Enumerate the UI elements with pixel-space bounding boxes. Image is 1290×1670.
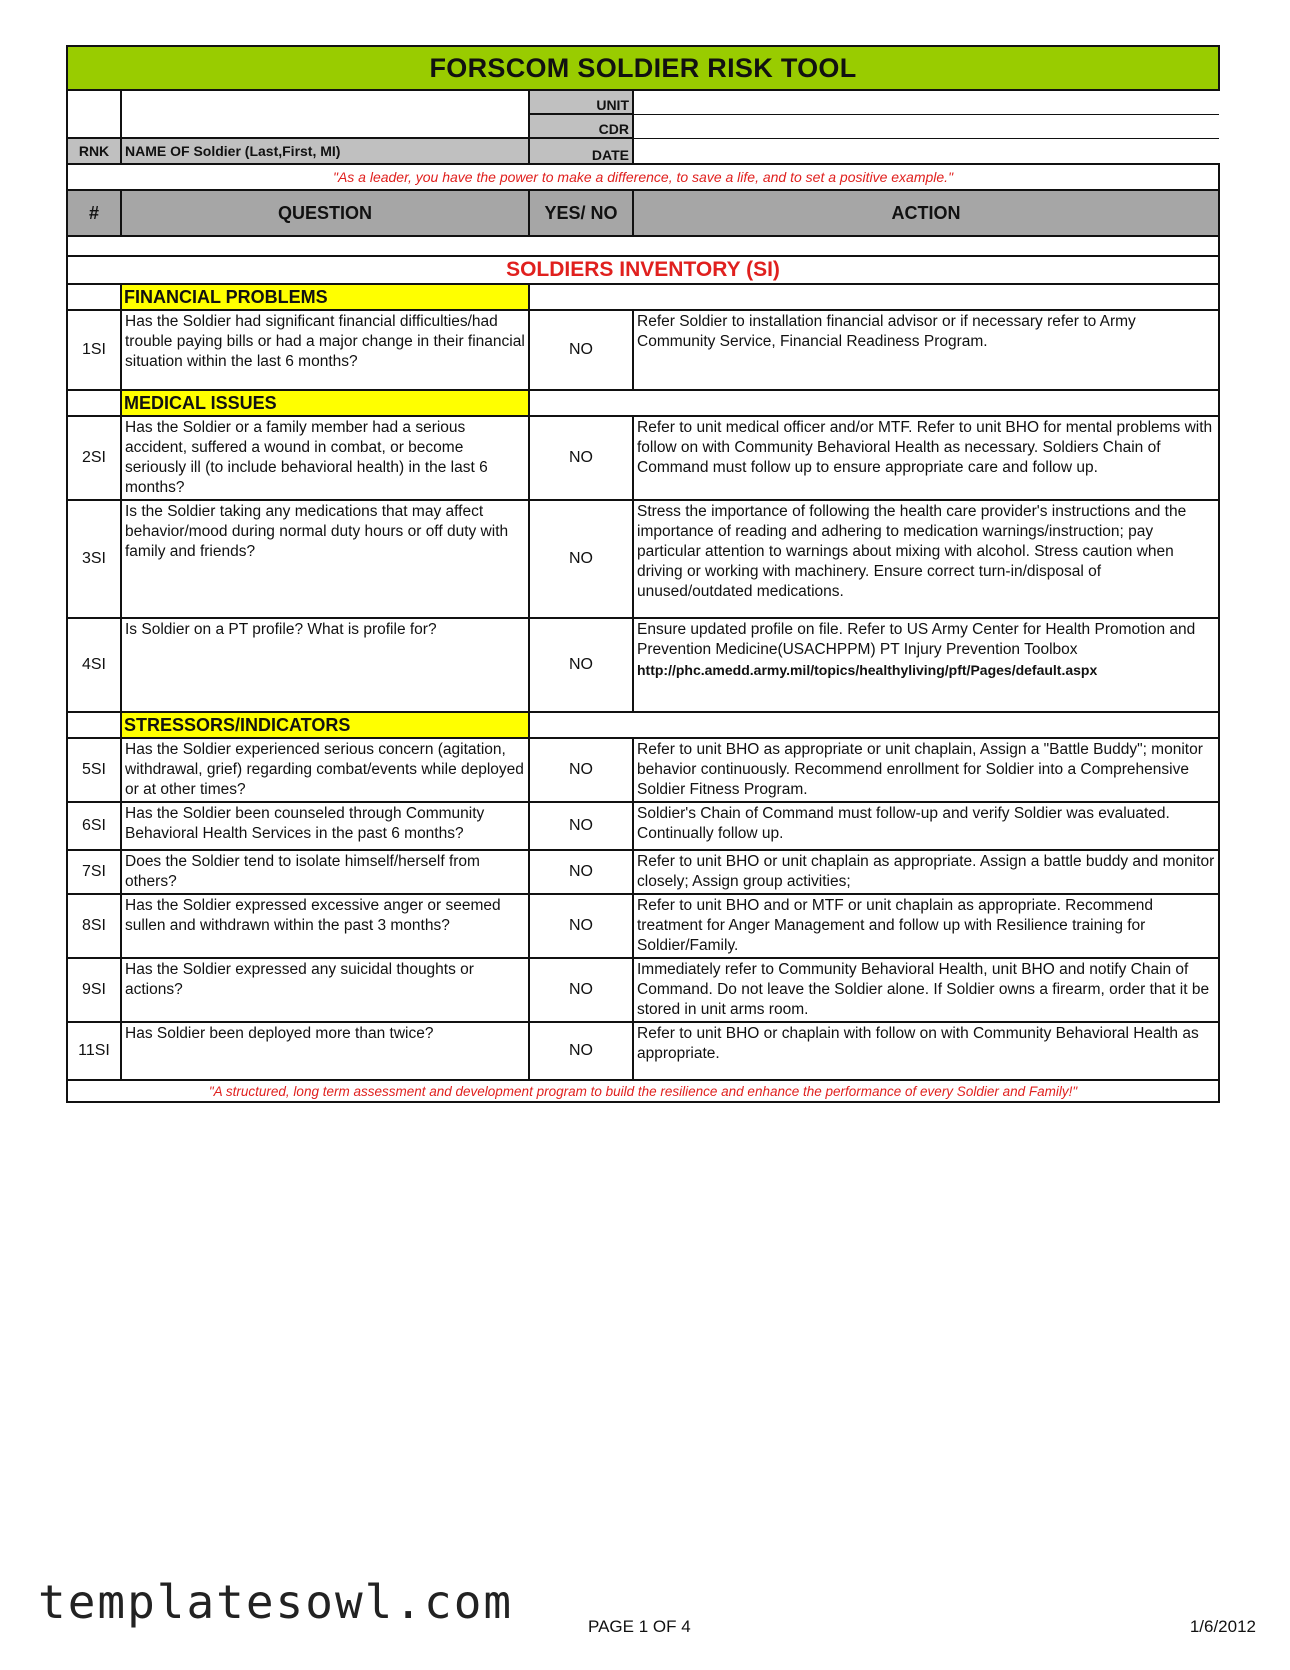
answer-cell[interactable]: NO	[529, 802, 633, 850]
risk-tool-sheet	[66, 45, 1218, 1103]
date-field[interactable]	[633, 138, 1219, 164]
leader-quote: "As a leader, you have the power to make a difference, to save a life, and to set a positive example."	[67, 164, 1219, 190]
question-text: Has Soldier been deployed more than twice?	[121, 1022, 529, 1080]
action-text: Refer to unit BHO or unit chaplain as appropriate. Assign a battle buddy and monitor closely; Assign group activities;	[633, 850, 1219, 894]
question-text: Is Soldier on a PT profile? What is profile for?	[121, 618, 529, 712]
question-number: 2SI	[67, 416, 121, 500]
category-stressors: STRESSORS/INDICATORS	[121, 712, 529, 738]
table-row	[67, 416, 1219, 500]
question-text: Has the Soldier experienced serious concern (agitation, withdrawal, grief) regarding combat/events while deployed or at other times?	[121, 738, 529, 802]
table-row	[67, 738, 1219, 802]
question-number: 1SI	[67, 310, 121, 390]
action-text: Refer Soldier to installation financial advisor or if necessary refer to Army Community Service, Financial Readiness Program.	[633, 310, 1219, 390]
category-medical: MEDICAL ISSUES	[121, 390, 529, 416]
action-text: Refer to unit BHO or chaplain with follow on with Community Behavioral Health as appropriate.	[633, 1022, 1219, 1080]
column-header-num: #	[67, 190, 121, 236]
table-row	[67, 894, 1219, 958]
question-number: 8SI	[67, 894, 121, 958]
page-number: PAGE 1 OF 4	[588, 1617, 691, 1636]
question-number: 9SI	[67, 958, 121, 1022]
table-row	[67, 500, 1219, 618]
question-number: 4SI	[67, 618, 121, 712]
name-entry-cell[interactable]	[121, 90, 529, 138]
action-text: Immediately refer to Community Behavioral Health, unit BHO and notify Chain of Command. Do not leave the Soldier alone. If Soldier owns a firearm, order that it be stored in unit arms room.	[633, 958, 1219, 1022]
unit-field[interactable]	[633, 90, 1219, 114]
table-row	[67, 618, 1219, 712]
cdr-label: CDR	[529, 114, 633, 138]
column-header-question: QUESTION	[121, 190, 529, 236]
action-cell	[633, 618, 1219, 712]
question-text: Is the Soldier taking any medications that may affect behavior/mood during normal duty hours or off duty with family and friends?	[121, 500, 529, 618]
section-title: SOLDIERS INVENTORY (SI)	[67, 256, 1219, 284]
question-text: Has the Soldier or a family member had a serious accident, suffered a wound in combat, or become seriously ill (to include behavioral health) in the last 6 months?	[121, 416, 529, 500]
action-text: Refer to unit medical officer and/or MTF. Refer to unit BHO for mental problems with follow on with Community Behavioral Health as necessary. Soldiers Chain of Command must follow up to ensure appropriate care and follow up.	[633, 416, 1219, 500]
risk-tool-table	[66, 45, 1220, 1103]
question-text: Does the Soldier tend to isolate himself/herself from others?	[121, 850, 529, 894]
category-filler	[529, 712, 1219, 738]
date-label: DATE	[529, 138, 633, 164]
action-text: Refer to unit BHO as appropriate or unit chaplain, Assign a "Battle Buddy"; monitor behavior continuously. Recommend enrollment for Soldier into a Comprehensive Soldier Fitness Program.	[633, 738, 1219, 802]
table-row	[67, 310, 1219, 390]
action-text: Soldier's Chain of Command must follow-up and verify Soldier was evaluated. Continually follow up.	[633, 802, 1219, 850]
question-number: 6SI	[67, 802, 121, 850]
table-row	[67, 802, 1219, 850]
question-number: 11SI	[67, 1022, 121, 1080]
category-num-cell	[67, 390, 121, 416]
answer-cell[interactable]: NO	[529, 500, 633, 618]
cdr-field[interactable]	[633, 114, 1219, 138]
column-header-action: ACTION	[633, 190, 1219, 236]
question-text: Has the Soldier expressed any suicidal thoughts or actions?	[121, 958, 529, 1022]
toolbox-link[interactable]: http://phc.amedd.army.mil/topics/healthyliving/pft/Pages/default.aspx	[637, 662, 1098, 678]
rnk-label: RNK	[67, 138, 121, 164]
category-financial: FINANCIAL PROBLEMS	[121, 284, 529, 310]
form-title: FORSCOM SOLDIER RISK TOOL	[67, 46, 1219, 90]
category-filler	[529, 284, 1219, 310]
question-text: Has the Soldier expressed excessive anger or seemed sullen and withdrawn within the past 3 months?	[121, 894, 529, 958]
rnk-entry-cell[interactable]	[67, 90, 121, 138]
table-row	[67, 850, 1219, 894]
answer-cell[interactable]: NO	[529, 738, 633, 802]
spacer-row	[67, 236, 1219, 256]
answer-cell[interactable]: NO	[529, 1022, 633, 1080]
watermark-logo: templatesowl.com	[38, 1575, 514, 1629]
category-num-cell	[67, 712, 121, 738]
category-num-cell	[67, 284, 121, 310]
unit-label: UNIT	[529, 90, 633, 114]
column-header-yesno: YES/ NO	[529, 190, 633, 236]
table-row	[67, 1022, 1219, 1080]
action-text: Ensure updated profile on file. Refer to US Army Center for Health Promotion and Prevention Medicine(USACHPPM) PT Injury Prevention Toolbox	[637, 621, 1196, 658]
question-text: Has the Soldier been counseled through Community Behavioral Health Services in the past 6 months?	[121, 802, 529, 850]
action-text: Stress the importance of following the health care provider's instructions and the importance of reading and adhering to medication warnings/instruction; pay particular attention to warnings about mixing with alcohol. Stress caution when driving or working with machinery. Ensure correct turn-in/disposal of unused/outdated medications.	[633, 500, 1219, 618]
table-row	[67, 958, 1219, 1022]
answer-cell[interactable]: NO	[529, 894, 633, 958]
footer-quote: "A structured, long term assessment and development program to build the resilience and enhance the performance of every Soldier and Family!"	[67, 1080, 1219, 1102]
soldier-name-label: NAME OF Soldier (Last,First, MI)	[121, 138, 529, 164]
answer-cell[interactable]: NO	[529, 310, 633, 390]
question-number: 5SI	[67, 738, 121, 802]
answer-cell[interactable]: NO	[529, 958, 633, 1022]
answer-cell[interactable]: NO	[529, 416, 633, 500]
question-number: 7SI	[67, 850, 121, 894]
action-text: Refer to unit BHO and or MTF or unit chaplain as appropriate. Recommend treatment for Anger Management and follow up with Resilience training for Soldier/Family.	[633, 894, 1219, 958]
question-number: 3SI	[67, 500, 121, 618]
answer-cell[interactable]: NO	[529, 618, 633, 712]
category-filler	[529, 390, 1219, 416]
print-date: 1/6/2012	[1189, 1617, 1256, 1636]
answer-cell[interactable]: NO	[529, 850, 633, 894]
question-text: Has the Soldier had significant financial difficulties/had trouble paying bills or had a major change in their financial situation within the last 6 months?	[121, 310, 529, 390]
